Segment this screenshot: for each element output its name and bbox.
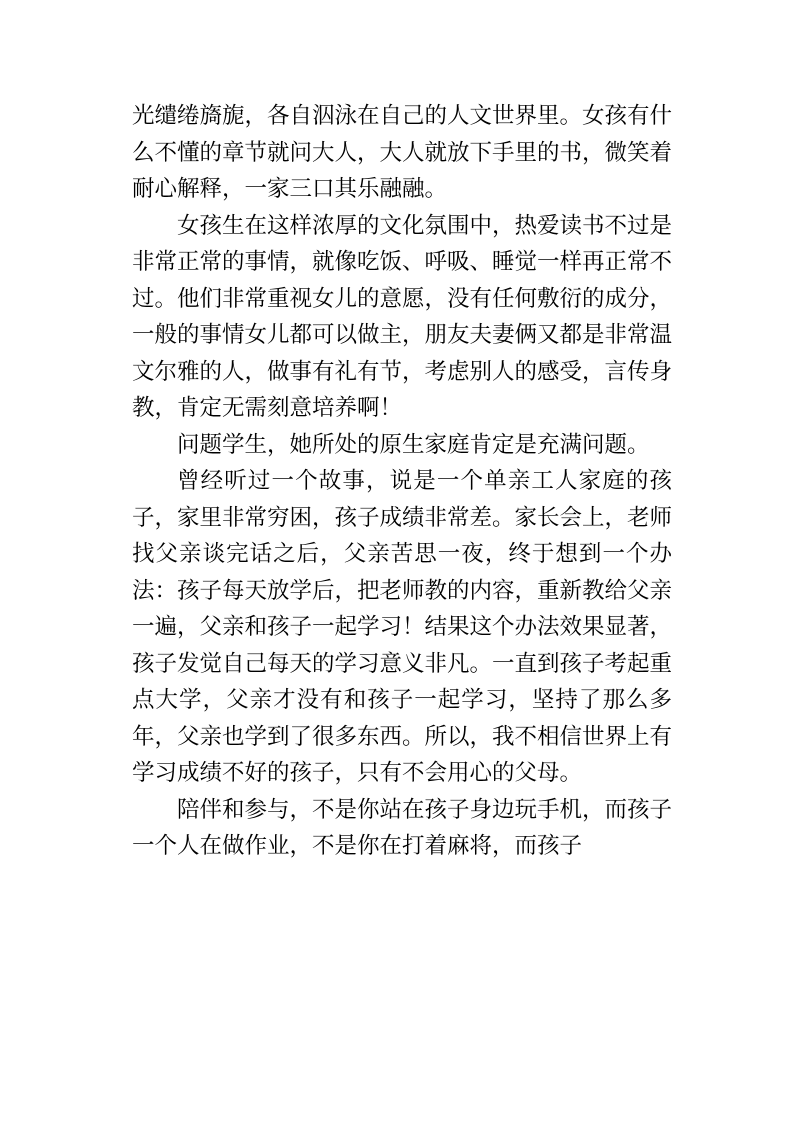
paragraph: 曾经听过一个故事，说是一个单亲工人家庭的孩子，家里非常穷困，孩子成绩非常差。家长会上，老师找父亲谈完话之后，父亲苦思一夜，终于想到一个办法：孩子每天放学后，把老师教的内容，重新教给父亲一遍，父亲和孩子一起学习！结果这个办法效果显著，孩子发觉自己每天的学习意义非凡。一直到孩子考起重点大学，父亲才没有和孩子一起学习，坚持了那么多年，父亲也学到了很多东西。所以，我不相信世界上有学习成绩不好的孩子，只有不会用心的父母。 (132, 468, 673, 786)
paragraph: 问题学生，她所处的原生家庭肯定是充满问题。 (177, 431, 650, 458)
paragraph: 陪伴和参与，不是你站在孩子身边玩手机，而孩子一个人在做作业，不是你在打着麻将，而孩子 (132, 796, 673, 859)
paragraph-continued: 光缱绻旖旎，各自泅泳在自己的人文世界里。女孩有什么不懂的章节就问大人，大人就放下手里的书，微笑着耐心解释，一家三口其乐融融。 (132, 103, 673, 202)
document-body (132, 98, 672, 865)
paragraph: 女孩生在这样浓厚的文化氛围中，热爱读书不过是非常正常的事情，就像吃饭、呼吸、睡觉一样再正常不过。他们非常重视女儿的意愿，没有任何敷衍的成分，一般的事情女儿都可以做主，朋友夫妻俩又都是非常温文尔雅的人，做事有礼有节，考虑别人的感受，言传身教，肯定无需刻意培养啊！ (132, 212, 673, 421)
